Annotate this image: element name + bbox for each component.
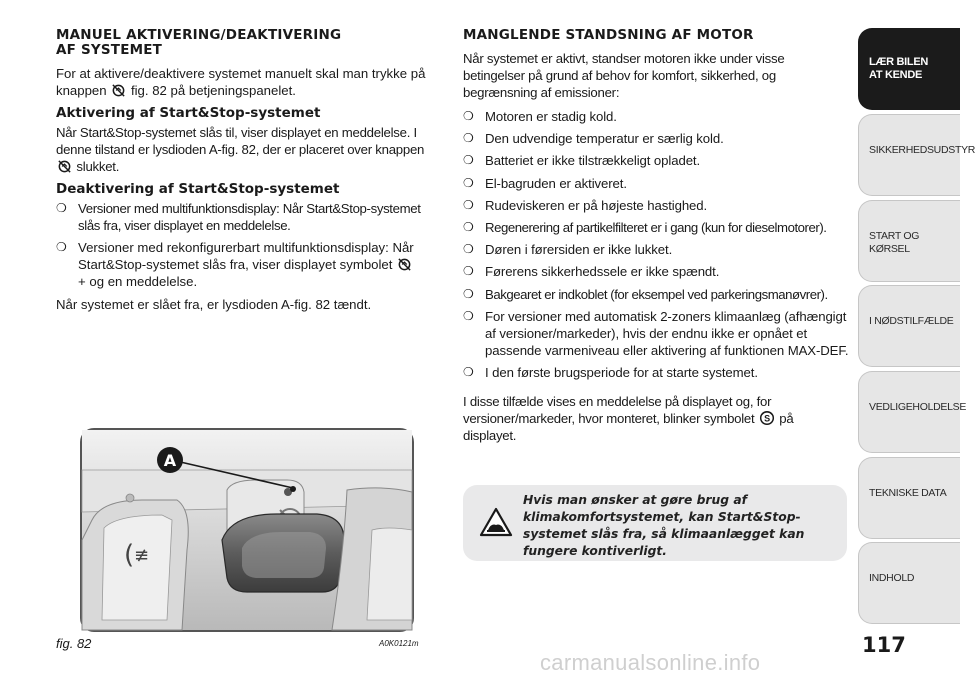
start-stop-s-icon — [759, 410, 775, 426]
chapter-tab-label: VEDLIGEHOLDELSE — [869, 401, 967, 413]
start-stop-off-icon — [111, 83, 126, 98]
deactivation-heading: Deaktivering af Start&Stop-systemet — [56, 181, 340, 197]
list-item: ❍ Motoren er stadig kold. — [463, 108, 849, 125]
chapter-tab-label: TEKNISKE DATA — [869, 487, 947, 499]
list-item: ❍ Rudeviskeren er på højeste hastighed. — [463, 197, 849, 214]
activation-text: Når Start&Stop-systemet slås til, viser displayet en meddelelse. I denne tilstand er lysdioden A-fig. 82, der er placeret over knappen slukket. — [56, 125, 425, 174]
svg-text:(: ( — [124, 540, 135, 570]
section-title-manual: MANUEL AKTIVERING/DEAKTIVERING AF SYSTEMET — [56, 27, 342, 58]
no-stop-conditions-list — [463, 108, 849, 381]
no-stop-intro: Når systemet er aktivt, standser motoren ikke under visse betingelser på grund af behov for komfort, sikkerhed, og begrænsning af emissioner: — [463, 51, 785, 100]
chapter-tab-label: INDHOLD — [869, 572, 915, 584]
activation-heading: Aktivering af Start&Stop-systemet — [56, 105, 321, 121]
chapter-tab[interactable] — [858, 542, 960, 624]
list-item: ❍ Bakgearet er indkoblet (for eksempel ved parkeringsmanøvrer). — [463, 286, 849, 303]
deactivation-closing: Når systemet er slået fra, er lysdioden A-fig. 82 tændt. — [56, 297, 372, 312]
figure-caption: fig. 82 — [56, 636, 92, 651]
list-item: ❍ Versioner med rekonfigurerbart multifunktionsdisplay: Når Start&Stop-systemet slås fra, viser displayet symbolet + og en meddelelse. — [56, 239, 444, 290]
chapter-tab-label: LÆR BILEN AT KENDE — [869, 56, 929, 81]
warning-text: Hvis man ønsker at gøre brug af klimakomfortsystemet, kan Start&Stop-systemet slås fra, så klimaanlægget kan fungere kontiverligt. — [523, 493, 805, 558]
figure-code: A0K0121m — [379, 639, 419, 648]
chapter-tab[interactable] — [858, 371, 967, 453]
chapter-tab[interactable] — [858, 114, 975, 196]
svg-text:≢: ≢ — [134, 545, 150, 566]
list-item: ❍ Førerens sikkerhedssele er ikke spændt. — [463, 263, 849, 280]
rear-defrost-button — [124, 540, 149, 570]
list-item: ❍ Regenerering af partikelfilteret er i gang (kun for dieselmotorer). — [463, 219, 849, 236]
chapter-tab[interactable] — [858, 457, 960, 539]
list-item: ❍ Døren i førersiden er ikke lukket. — [463, 241, 849, 258]
page-number: 117 — [862, 633, 906, 657]
start-stop-off-icon — [57, 159, 72, 174]
warning-box — [463, 485, 847, 561]
start-stop-off-icon — [397, 257, 412, 272]
list-item: ❍ For versioner med automatisk 2-zoners klimaanlæg (afhængigt af versioner/markeder), hvis der endnu ikke er opnået et passende varmeniveau eller aktivering af funktionen MAX-DEF. — [463, 308, 849, 359]
left-column — [56, 28, 444, 316]
list-item: ❍ Versioner med multifunktionsdisplay: Når Start&Stop-systemet slås fra, viser displayet en meddelelse. — [56, 200, 444, 234]
chapter-tab[interactable] — [858, 285, 960, 367]
chapter-tab-label: START OG KØRSEL — [869, 230, 920, 255]
callout-a-label: A — [163, 451, 177, 470]
chapter-tab-label: SIKKERHEDSUDSTYR — [869, 144, 975, 156]
section-title-no-stop: MANGLENDE STANDSNING AF MOTOR — [463, 27, 754, 43]
right-column — [463, 28, 849, 447]
figure-82 — [80, 428, 414, 632]
watermark: carmanualsonline.info — [540, 650, 761, 675]
deactivation-list — [56, 200, 444, 290]
svg-text:S: S — [763, 413, 770, 424]
manual-intro: For at aktivere/deaktivere systemet manuelt skal man trykke på knappen fig. 82 på betjeningspanelet. — [56, 66, 426, 98]
list-item: ❍ I den første brugsperiode for at starte systemet. — [463, 364, 849, 381]
list-item: ❍ Den udvendige temperatur er særlig kold. — [463, 130, 849, 147]
control-panel-illustration — [82, 430, 412, 630]
chapter-tab-label: I NØDSTILFÆLDE — [869, 315, 954, 327]
chapter-tab[interactable] — [858, 200, 960, 282]
list-item: ❍ Batteriet er ikke tilstrækkeligt opladet. — [463, 152, 849, 169]
warning-triangle-icon — [479, 507, 513, 537]
no-stop-outro: I disse tilfælde vises en meddelelse på displayet og, for versioner/markeder, hvor monteret, blinker symbolet S på displayet. — [463, 393, 794, 443]
chapter-tab[interactable] — [858, 28, 960, 110]
list-item: ❍ El-bagruden er aktiveret. — [463, 175, 849, 192]
